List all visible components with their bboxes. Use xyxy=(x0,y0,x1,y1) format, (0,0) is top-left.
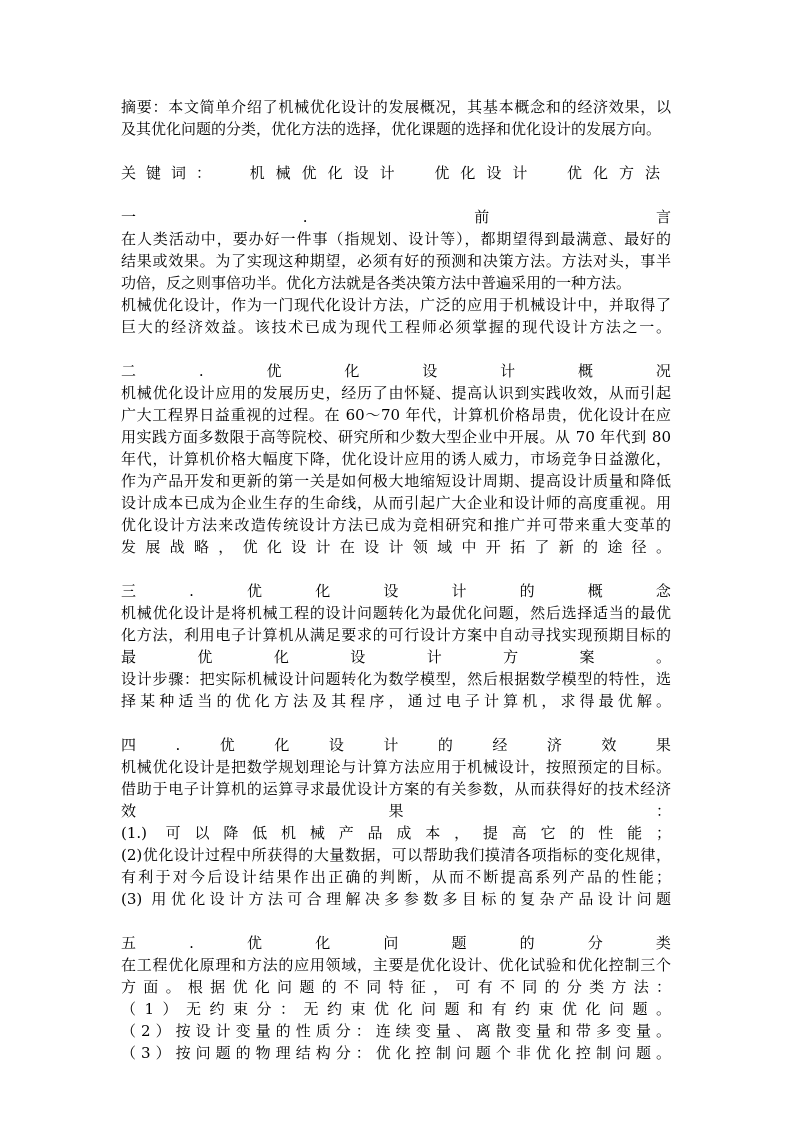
section-heading-char: 言 xyxy=(655,208,671,226)
section-heading-char: 问 xyxy=(383,934,399,952)
abstract-line: 摘要：本文简单介绍了机械优化设计的发展概况，其基本概念和的经济效果，以 xyxy=(121,98,671,116)
section-heading-char: . xyxy=(189,934,194,952)
section-heading xyxy=(121,580,671,602)
section-heading-char: 类 xyxy=(655,934,671,952)
body-line: 设计成本已成为企业生存的生命线，从而引起广大企业和设计师的高度重视。用 xyxy=(121,494,671,512)
section-heading-char: 化 xyxy=(315,582,331,600)
section-heading-char: 二 xyxy=(121,362,137,380)
keyword: 优化方法 xyxy=(566,164,671,182)
section-heading-char: 的 xyxy=(519,934,535,952)
body-line: 用实践方面多数限于高等院校、研究所和少数大型企业中开展。从 70 年代到 80 xyxy=(121,428,671,446)
section-heading-char: 一 xyxy=(121,208,137,226)
body-line: 最 优 化 设 计 方 案 。 xyxy=(121,648,671,666)
body-line: 效 果 ： xyxy=(121,802,671,820)
section-heading-char: 优 xyxy=(247,934,263,952)
body-line: 在工程优化原理和方法的应用领域，主要是优化设计、优化试验和优化控制三个 xyxy=(121,956,671,974)
section-heading-char: 经 xyxy=(492,736,508,754)
body-line: 功倍，反之则事倍功半。优化方法就是各类决策方法中普遍采用的一种方法。 xyxy=(121,274,632,292)
section-heading-char: 优 xyxy=(247,582,263,600)
body-line: (2)优化设计过程中所获得的大量数据，可以帮助我们摸清各项指标的变化规律， xyxy=(121,846,671,864)
section-heading-char: 设 xyxy=(328,736,344,754)
body-line: （3）按问题的物理结构分：优化控制问题个非优化控制问题。 xyxy=(121,1044,671,1062)
section-heading-char: 设 xyxy=(383,582,399,600)
section-heading-char: 优 xyxy=(266,362,282,380)
body-line: (3) 用优化设计方法可合理解决多参数多目标的复杂产品设计问题 xyxy=(121,890,671,908)
abstract xyxy=(121,96,671,140)
section-heading-char: 概 xyxy=(587,582,603,600)
section-heading-char: 的 xyxy=(519,582,535,600)
section-heading xyxy=(121,734,671,756)
section-heading xyxy=(121,360,671,382)
section-heading-char: 三 xyxy=(121,582,137,600)
section-body xyxy=(121,602,671,712)
body-line: 作为产品开发和更新的第一关是如何极大地缩短设计周期、提高设计质量和降低 xyxy=(121,472,671,490)
body-line: 化方法，利用电子计算机从满足要求的可行设计方案中自动寻找实现预期目标的 xyxy=(121,626,671,644)
section-heading-char: 计 xyxy=(451,582,467,600)
body-line: （1）无约束分：无约束优化问题和有约束优化问题。 xyxy=(121,1000,671,1018)
section-heading xyxy=(121,206,671,228)
section-heading-char: 效 xyxy=(601,736,617,754)
keyword: 机械优化设计 xyxy=(249,164,406,182)
section-heading-char: . xyxy=(175,736,181,754)
body-line: 择某种适当的优化方法及其程序，通过电子计算机，求得最优解。 xyxy=(121,692,671,710)
body-line: (1.) 可以降低机械产品成本，提高它的性能； xyxy=(121,824,671,842)
section-heading-char: 概 xyxy=(578,362,594,380)
section-body xyxy=(121,954,671,1064)
section-heading-char: 前 xyxy=(474,208,490,226)
keyword: 优化设计 xyxy=(434,164,539,182)
body-line: 发展战略，优化设计在设计领域中开拓了新的途径。 xyxy=(121,538,671,556)
section-body xyxy=(121,228,671,338)
section-heading xyxy=(121,932,671,954)
body-line: 在人类活动中，要办好一件事（指规划、设计等），都期望得到最满意、最好的 xyxy=(121,230,671,248)
section-heading-char: 化 xyxy=(274,736,290,754)
section-body xyxy=(121,756,671,910)
body-line: 结果或效果。为了实现这种期望，必须有好的预测和决策方法。方法对头，事半 xyxy=(121,252,671,270)
section-heading-char: 分 xyxy=(587,934,603,952)
abstract-line: 及其优化问题的分类，优化方法的选择，优化课题的选择和优化设计的发展方向。 xyxy=(121,120,662,138)
keywords-label: 关键词： xyxy=(121,164,222,182)
section-heading-char: . xyxy=(198,362,204,380)
body-line: 方面。根据优化问题的不同特征，可有不同的分类方法： xyxy=(121,978,671,996)
body-line: 广大工程界日益重视的过程。在 60～70 年代，计算机价格昂贵，优化设计在应 xyxy=(121,406,671,424)
section-heading-char: 计 xyxy=(500,362,516,380)
body-line: 借助于电子计算机的运算寻求最优设计方案的有关参数，从而获得好的技术经济 xyxy=(121,780,671,798)
keywords-line xyxy=(121,162,671,184)
section-heading-char: 四 xyxy=(121,736,137,754)
section-heading-char: 济 xyxy=(546,736,562,754)
section-heading-char: 设 xyxy=(422,362,438,380)
section-heading-char: 的 xyxy=(437,736,453,754)
section-heading-char: . xyxy=(302,208,308,226)
body-line: 机械优化设计是把数学规划理论与计算方法应用于机械设计，按照预定的目标。 xyxy=(121,758,671,776)
section-heading-char: . xyxy=(189,582,194,600)
body-line: 设计步骤：把实际机械设计问题转化为数学模型，然后根据数学模型的特性，选 xyxy=(121,670,671,688)
sections xyxy=(121,184,671,1064)
section-heading-char: 果 xyxy=(655,736,671,754)
section-heading-char: 化 xyxy=(344,362,360,380)
section-heading-char: 五 xyxy=(121,934,137,952)
section-heading-char: 化 xyxy=(315,934,331,952)
body-line: 机械优化设计，作为一门现代化设计方法，广泛的应用于机械设计中，并取得了 xyxy=(121,296,671,314)
section-body xyxy=(121,382,671,558)
body-line: 优化设计方法来改造传统设计方法已成为竞相研究和推广并可带来重大变革的 xyxy=(121,516,671,534)
body-line: （2）按设计变量的性质分：连续变量、离散变量和带多变量。 xyxy=(121,1022,671,1040)
body-line: 机械优化设计应用的发展历史，经历了由怀疑、提高认识到实践收效，从而引起 xyxy=(121,384,671,402)
section-heading-char: 念 xyxy=(655,582,671,600)
section-heading-char: 计 xyxy=(383,736,399,754)
body-line: 年代，计算机价格大幅度下降，优化设计应用的诱人威力，市场竞争日益激化， xyxy=(121,450,671,468)
section-heading-char: 题 xyxy=(451,934,467,952)
body-line: 机械优化设计是将机械工程的设计问题转化为最优化问题，然后选择适当的最优 xyxy=(121,604,671,622)
section-heading-char: 况 xyxy=(655,362,671,380)
section-heading-char: 优 xyxy=(219,736,235,754)
body-line: 有利于对今后设计结果作出正确的判断，从而不断提高系列产品的性能； xyxy=(121,868,671,886)
body-line: 巨大的经济效益。该技术已成为现代工程师必须掌握的现代设计方法之一。 xyxy=(121,318,671,336)
document-page xyxy=(121,96,671,1064)
